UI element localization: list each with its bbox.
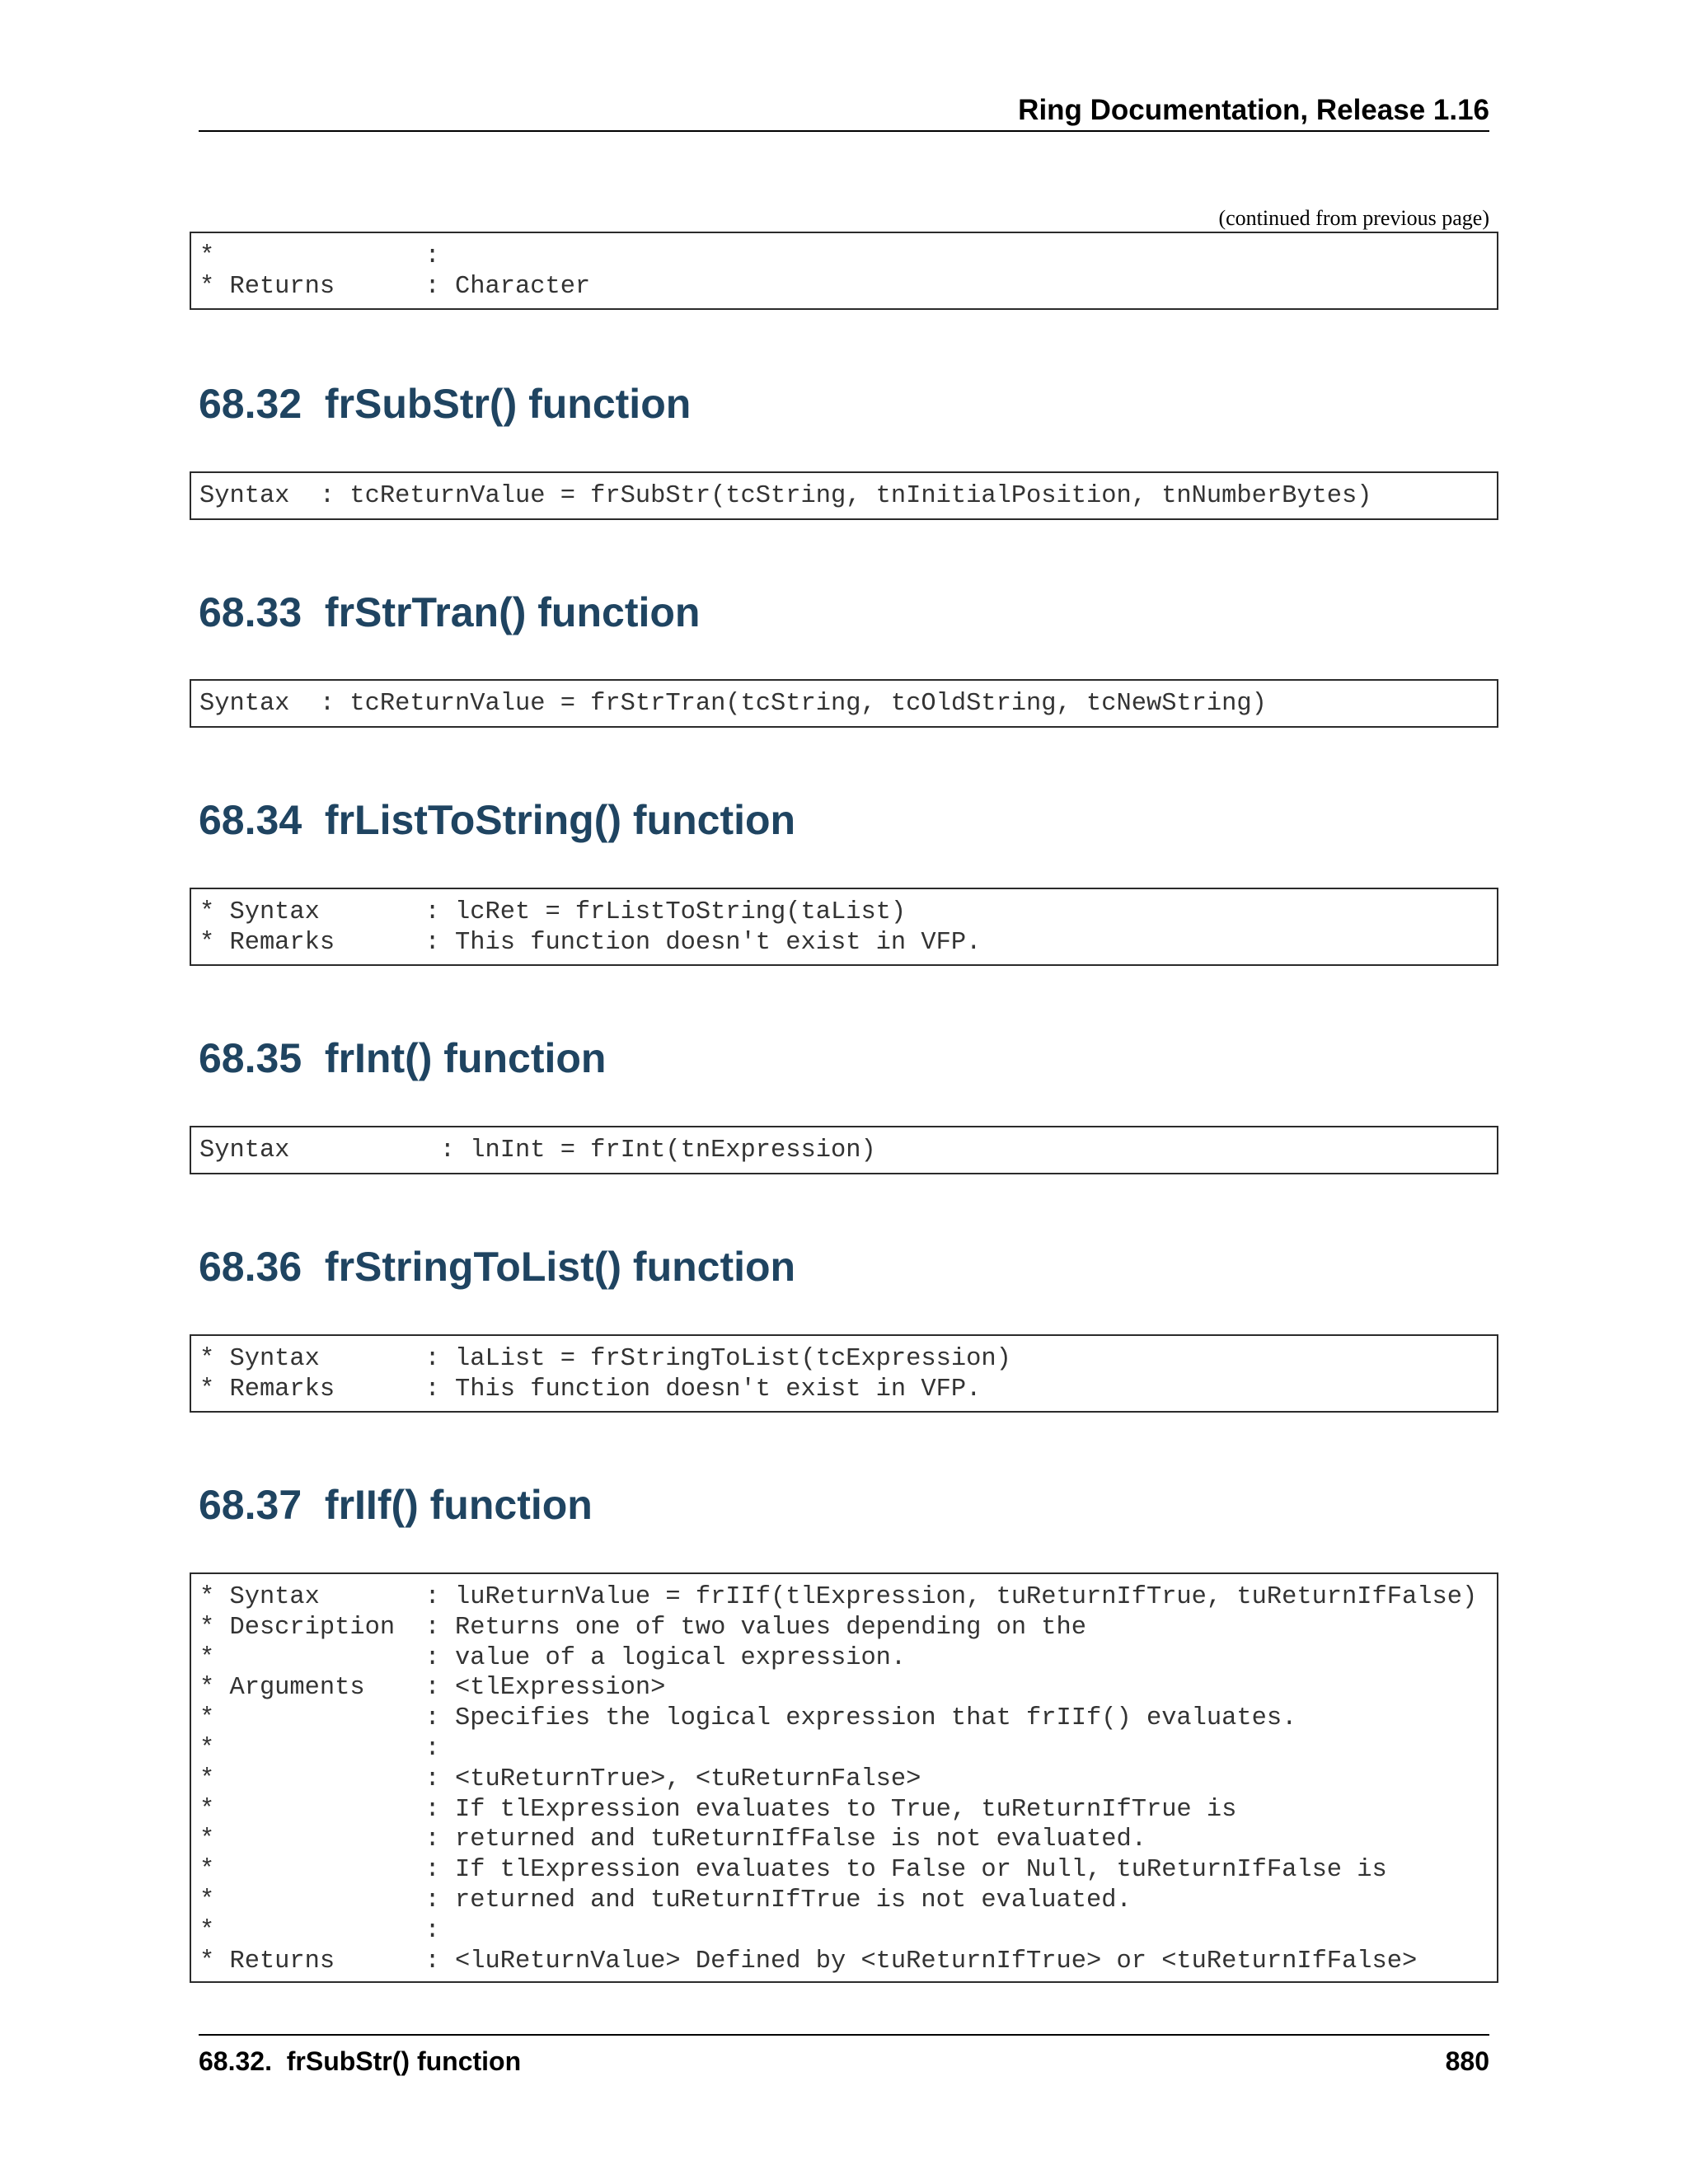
section-number: 68.32	[199, 381, 302, 427]
continued-code-block: * : * Returns : Character	[190, 232, 1498, 310]
section-title: frStrTran() function	[324, 589, 701, 635]
code-block-68-37: * Syntax : luReturnValue = frIIf(tlExpression, tuReturnIfTrue, tuReturnIfFalse) * Description : Returns one of two values depending on the * : value of a logical expression. * Arguments : <tlExpression> * : Specifies the logical expression that frIIf() evaluates. * : * : <tuReturnTrue>, <tuReturnFalse> * : If tlExpression evaluates to True, tuReturnIfTrue is * : returned and tuReturnIfFalse is not evaluated. * : If tlExpression evaluates to False or Null, tuReturnIfFalse is * : returned and tuReturnIfTrue is not evaluated. * : * Returns : <luReturnValue> Defined by <tuReturnIfTrue> or <tuReturnIfFalse>	[190, 1572, 1498, 1983]
header-rule	[199, 130, 1489, 132]
section-heading-68-36	[199, 1240, 1489, 1294]
section-heading-68-32	[199, 377, 1489, 431]
section-number: 68.35	[199, 1035, 302, 1081]
code-block-68-35: Syntax : lnInt = frInt(tnExpression)	[190, 1126, 1498, 1174]
code-block-68-33: Syntax : tcReturnValue = frStrTran(tcString, tcOldString, tcNewString)	[190, 679, 1498, 728]
section-number: 68.33	[199, 589, 302, 635]
section-number: 68.36	[199, 1244, 302, 1290]
page-number: 880	[1445, 2046, 1489, 2076]
section-title: frSubStr() function	[324, 381, 692, 427]
section-title: frInt() function	[324, 1035, 607, 1081]
section-heading-68-33	[199, 585, 1489, 640]
section-title: frListToString() function	[324, 797, 796, 843]
section-number: 68.34	[199, 797, 302, 843]
footer-rule	[199, 2034, 1489, 2036]
section-heading-68-34	[199, 793, 1489, 847]
section-title: frStringToList() function	[324, 1244, 796, 1290]
section-number: 68.37	[199, 1482, 302, 1528]
section-heading-68-37	[199, 1478, 1489, 1532]
running-header: Ring Documentation, Release 1.16	[1018, 94, 1489, 126]
section-title: frIIf() function	[324, 1482, 593, 1528]
code-block-68-32: Syntax : tcReturnValue = frSubStr(tcString, tnInitialPosition, tnNumberBytes)	[190, 471, 1498, 520]
code-block-68-36: * Syntax : laList = frStringToList(tcExpression) * Remarks : This function doesn't exist in VFP.	[190, 1334, 1498, 1413]
footer-section-title: 68.32. frSubStr() function	[199, 2046, 522, 2076]
continued-label: (continued from previous page)	[1218, 206, 1489, 230]
code-block-68-34: * Syntax : lcRet = frListToString(taList) * Remarks : This function doesn't exist in VFP.	[190, 888, 1498, 966]
section-heading-68-35	[199, 1031, 1489, 1085]
